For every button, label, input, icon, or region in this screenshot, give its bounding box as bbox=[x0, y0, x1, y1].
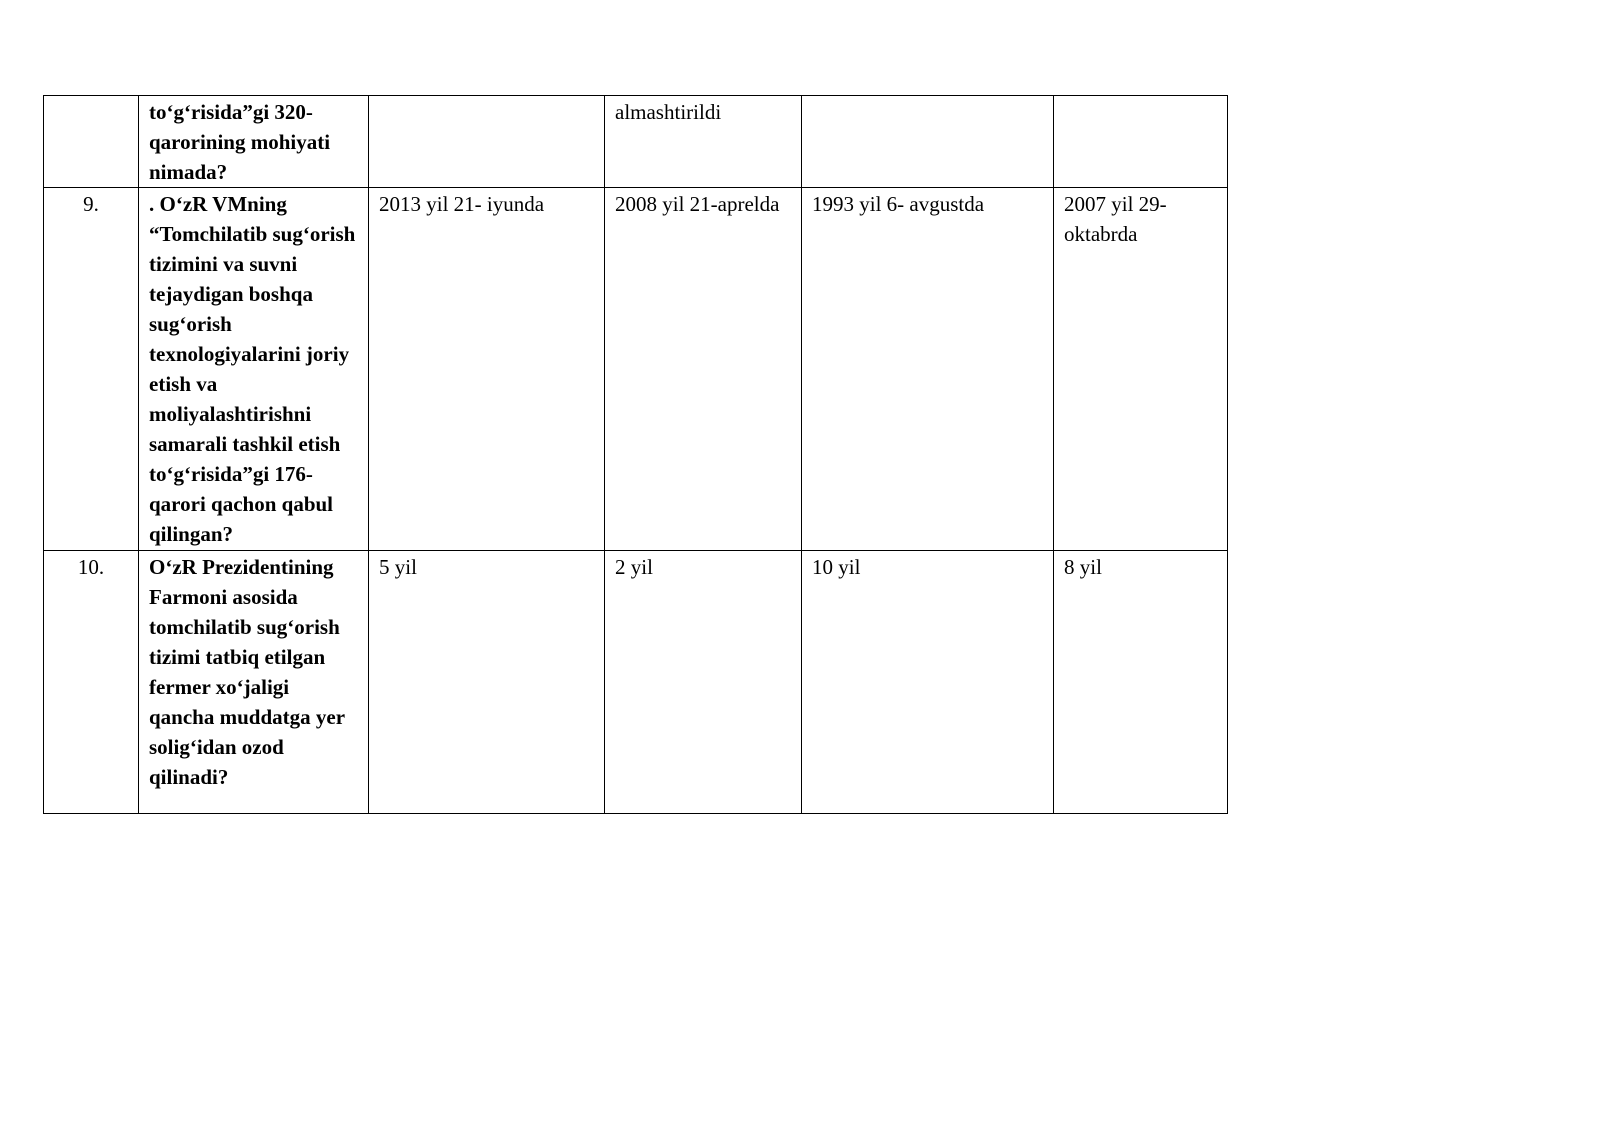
answer-option-c: 10 yil bbox=[802, 551, 1054, 814]
table-row bbox=[44, 551, 1228, 814]
answer-option-a: 5 yil bbox=[369, 551, 605, 814]
answer-option-c bbox=[802, 96, 1054, 188]
answer-option-b: 2008 yil 21-aprelda bbox=[605, 188, 802, 551]
answer-option-a bbox=[369, 96, 605, 188]
answer-option-c: 1993 yil 6- avgustda bbox=[802, 188, 1054, 551]
answer-option-d: 2007 yil 29-oktabrda bbox=[1054, 188, 1228, 551]
answer-option-b: almashtirildi bbox=[605, 96, 802, 188]
quiz-table bbox=[43, 95, 1228, 814]
question-number: 10. bbox=[44, 551, 139, 814]
answer-option-d bbox=[1054, 96, 1228, 188]
answer-option-a: 2013 yil 21- iyunda bbox=[369, 188, 605, 551]
question-number: 9. bbox=[44, 188, 139, 551]
question-text: to‘g‘risida”gi 320-qarorining mohiyati nimada? bbox=[139, 96, 369, 188]
answer-option-b: 2 yil bbox=[605, 551, 802, 814]
question-text: O‘zR Prezidentining Farmoni asosida tomchilatib sug‘orish tizimi tatbiq etilgan fermer xo‘jaligi qancha muddatga yer solig‘idan ozod qilinadi? bbox=[139, 551, 369, 814]
question-number bbox=[44, 96, 139, 188]
answer-option-d: 8 yil bbox=[1054, 551, 1228, 814]
table-row bbox=[44, 96, 1228, 188]
question-text: . O‘zR VMning “Tomchilatib sug‘orish tizimini va suvni tejaydigan boshqa sug‘orish texnologiyalarini joriy etish va moliyalashtirishni samarali tashkil etish to‘g‘risida”gi 176-qarori qachon qabul qilingan? bbox=[139, 188, 369, 551]
table-row bbox=[44, 188, 1228, 551]
